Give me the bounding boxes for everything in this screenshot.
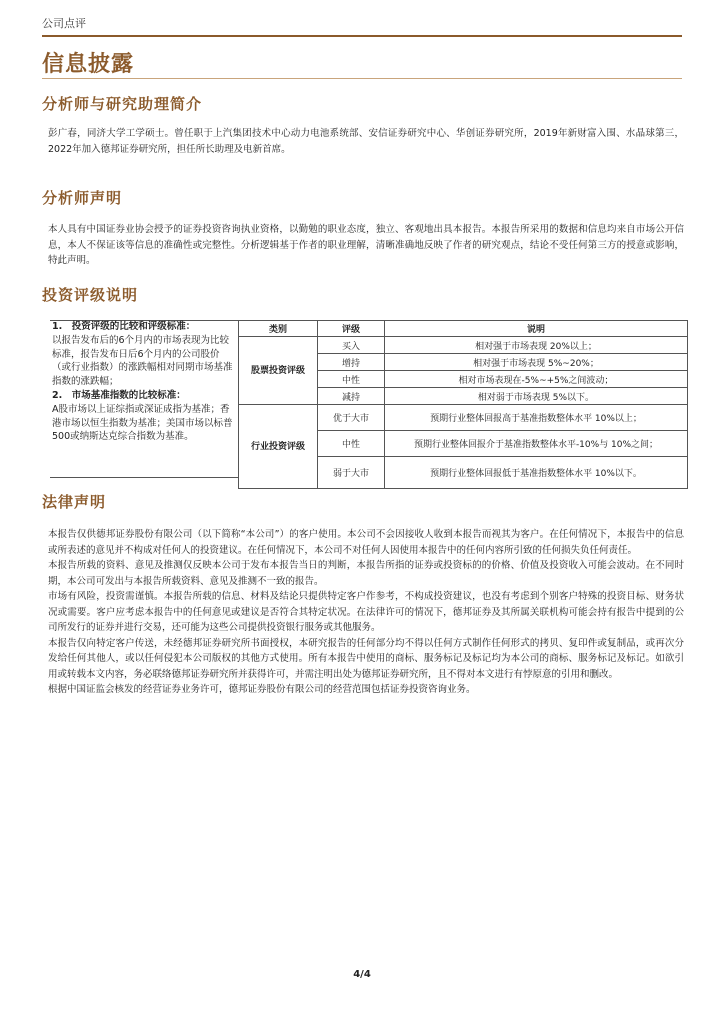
description-cell: 相对弱于市场表现 5%以下。 <box>385 388 688 405</box>
table-row <box>239 337 688 354</box>
analyst-intro-text <box>48 126 684 157</box>
analyst-intro-paragraph: 彭广春，同济大学工学硕士。曾任职于上汽集团技术中心动力电池系统部、安信证券研究中心、华创证券研究所，2019年新财富入围、水晶球第三，2022年加入德邦证券研究所，担任所长助理及电新首席。 <box>48 128 684 155</box>
rating-cell: 买入 <box>318 337 385 354</box>
rating-cell: 减持 <box>318 388 385 405</box>
table-row <box>239 405 688 431</box>
report-type-label: 公司点评 <box>42 17 86 30</box>
rating-criteria-item2-text: A股市场以上证综指或深证成指为基准；香港市场以恒生指数为基准；美国市场以标普500或纳斯达克综合指数为基准。 <box>52 403 233 443</box>
rating-cell: 增持 <box>318 354 385 371</box>
header-divider <box>42 35 682 37</box>
legal-paragraph: 本报告所载的资料、意见及推测仅反映本公司于发布本报告当日的判断，本报告所指的证券或投资标的的价格、价值及投资收入可能会波动。在不同时期，本公司可发出与本报告所载资料、意见及推测不一致的报告。 <box>48 560 684 587</box>
description-cell: 预期行业整体回报低于基准指数整体水平 10%以下。 <box>385 457 688 489</box>
legal-paragraph: 根据中国证监会核发的经营证券业务许可，德邦证券股份有限公司的经营范围包括证券投资咨询业务。 <box>48 684 476 695</box>
stock-category-cell: 股票投资评级 <box>239 337 318 405</box>
rating-cell: 优于大市 <box>318 405 385 431</box>
analyst-statement-text <box>48 222 684 269</box>
rating-criteria-item1-head: 1. 投资评级的比较和评级标准： <box>52 321 196 332</box>
description-cell: 相对市场表现在-5%~+5%之间波动； <box>385 371 688 388</box>
rating-cell: 中性 <box>318 431 385 457</box>
header-rating: 评级 <box>318 321 385 337</box>
analyst-intro-heading: 分析师与研究助理简介 <box>42 95 203 113</box>
page-title: 信息披露 <box>42 52 135 77</box>
legal-paragraph: 本报告仅供德邦证券股份有限公司（以下简称“本公司”）的客户使用。本公司不会因接收人收到本报告而视其为客户。在任何情况下，本报告中的信息或所表述的意见并不构成对任何人的投资建议。在任何情况下，本公司不对任何人因使用本报告中的任何内容所引致的任何损失负任何责任。 <box>48 529 684 556</box>
description-cell: 相对强于市场表现 5%~20%； <box>385 354 688 371</box>
page-number: 4/4 <box>353 969 371 980</box>
industry-category-cell: 行业投资评级 <box>239 405 318 489</box>
rating-criteria <box>52 320 238 444</box>
rating-cell: 中性 <box>318 371 385 388</box>
rating-heading: 投资评级说明 <box>42 286 139 304</box>
legal-paragraph: 本报告仅向特定客户传送，未经德邦证券研究所书面授权，本研究报告的任何部分均不得以任何方式制作任何形式的拷贝、复印件或复制品，或再次分发给任何其他人，或以任何侵犯本公司版权的其他方式使用。所有本报告中使用的商标、服务标记及标记均为本公司的商标、服务标记及标记。如欲引用或转载本文内容，务必联络德邦证券研究所并获得许可，并需注明出处为德邦证券研究所，且不得对本文进行有悖原意的引用和删改。 <box>48 637 684 680</box>
rating-criteria-item1-text: 以报告发布后的6个月内的市场表现为比较标准，报告发布日后6个月内的公司股价（或行业指数）的涨跌幅相对同期市场基准指数的涨跌幅； <box>52 334 233 388</box>
legal-text <box>48 527 684 698</box>
title-divider <box>42 78 682 79</box>
header-description: 说明 <box>385 321 688 337</box>
rating-table <box>238 320 688 489</box>
legal-heading: 法律声明 <box>42 493 107 511</box>
description-cell: 预期行业整体回报介于基准指数整体水平-10%与 10%之间； <box>385 431 688 457</box>
legal-paragraph: 市场有风险，投资需谨慎。本报告所载的信息、材料及结论只提供特定客户作参考，不构成投资建议，也没有考虑到个别客户特殊的投资目标、财务状况或需要。客户应考虑本报告中的任何意见或建议是否符合其特定状况。在法律许可的情况下，德邦证券及其所属关联机构可能会持有报告中提到的公司所发行的证券并进行交易，还可能为这些公司提供投资银行服务或其他服务。 <box>48 591 684 633</box>
analyst-statement-paragraph: 本人具有中国证券业协会授予的证券投资咨询执业资格，以勤勉的职业态度，独立、客观地出具本报告。本报告所采用的数据和信息均来自市场公开信息，本人不保证该等信息的准确性或完整性。分析逻辑基于作者的职业理解，清晰准确地反映了作者的研究观点，结论不受任何第三方的授意或影响，特此声明。 <box>48 224 684 266</box>
rating-table-header <box>239 321 688 337</box>
description-cell: 相对强于市场表现 20%以上； <box>385 337 688 354</box>
rating-criteria-item2-head: 2. 市场基准指数的比较标准： <box>52 389 186 401</box>
description-cell: 预期行业整体回报高于基准指数整体水平 10%以上； <box>385 405 688 431</box>
rating-cell: 弱于大市 <box>318 457 385 489</box>
analyst-statement-heading: 分析师声明 <box>42 189 123 207</box>
header-category: 类别 <box>239 321 318 337</box>
